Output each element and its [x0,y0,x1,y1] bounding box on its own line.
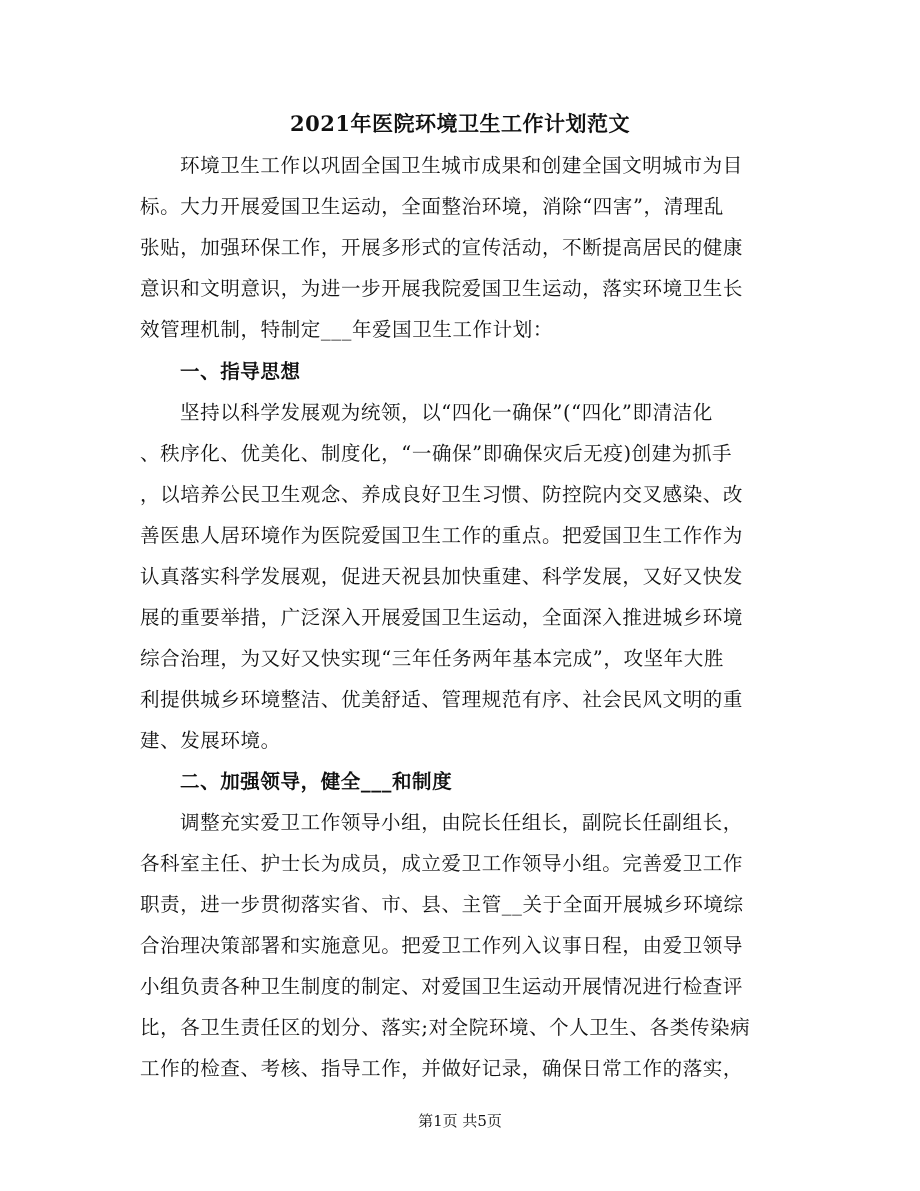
section-heading: 二、加强领导，健全___和制度 [180,770,453,793]
paragraph-line: 小组负责各种卫生制度的制定、对爱国卫生运动开展情况进行检查评 [140,975,744,998]
paragraph-line: 各科室主任、护士长为成员，成立爱卫工作领导小组。完善爱卫工作 [140,852,744,875]
paragraph-line: 效管理机制，特制定___年爱国卫生工作计划： [140,318,553,341]
paragraph-line: 展的重要举措，广泛深入开展爱国卫生运动，全面深入推进城乡环境 [140,606,744,629]
page-footer: 第1页 共5页 [418,1112,502,1130]
paragraph-line: 合治理决策部署和实施意见。把爱卫工作列入议事日程，由爱卫领导 [140,934,744,957]
paragraph-line: 比，各卫生责任区的划分、落实;对全院环境、个人卫生、各类传染病 [140,1016,751,1039]
paragraph-line: 环境卫生工作以巩固全国卫生城市成果和创建全国文明城市为目 [180,154,743,177]
paragraph-line: 工作的检查、考核、指导工作，并做好记录，确保日常工作的落实， [140,1057,744,1080]
paragraph-line: 职责，进一步贯彻落实省、市、县、主管__关于全面开展城乡环境综 [140,893,744,916]
paragraph-line: 综合治理，为又好又快实现“三年任务两年基本完成”，攻坚年大胜 [140,647,724,670]
paragraph-line: ，以培养公民卫生观念、养成良好卫生习惯、防控院内交叉感染、改 [140,483,744,506]
section-heading: 一、指导思想 [180,360,301,383]
paragraph-line: 、秩序化、优美化、制度化，“一确保”即确保灾后无疫)创建为抓手 [140,442,733,465]
paragraph-line: 坚持以科学发展观为统领，以“四化一确保”(“四化”即清洁化 [180,401,713,424]
paragraph-line: 标。大力开展爱国卫生运动，全面整治环境，消除“四害”，清理乱 [140,195,724,218]
paragraph-line: 建、发展环境。 [140,729,281,752]
paragraph-line: 意识和文明意识，为进一步开展我院爱国卫生运动，落实环境卫生长 [140,277,744,300]
document-title: 2021年医院环境卫生工作计划范文 [290,111,630,136]
paragraph-line: 调整充实爱卫工作领导小组，由院长任组长，副院长任副组长， [180,811,743,834]
paragraph-line: 张贴，加强环保工作，开展多形式的宣传活动，不断提高居民的健康 [140,236,744,259]
paragraph-line: 认真落实科学发展观，促进天祝县加快重建、科学发展，又好又快发 [140,565,744,588]
paragraph-line: 利提供城乡环境整洁、优美舒适、管理规范有序、社会民风文明的重 [140,688,744,711]
paragraph-line: 善医患人居环境作为医院爱国卫生工作的重点。把爱国卫生工作作为 [140,524,744,547]
